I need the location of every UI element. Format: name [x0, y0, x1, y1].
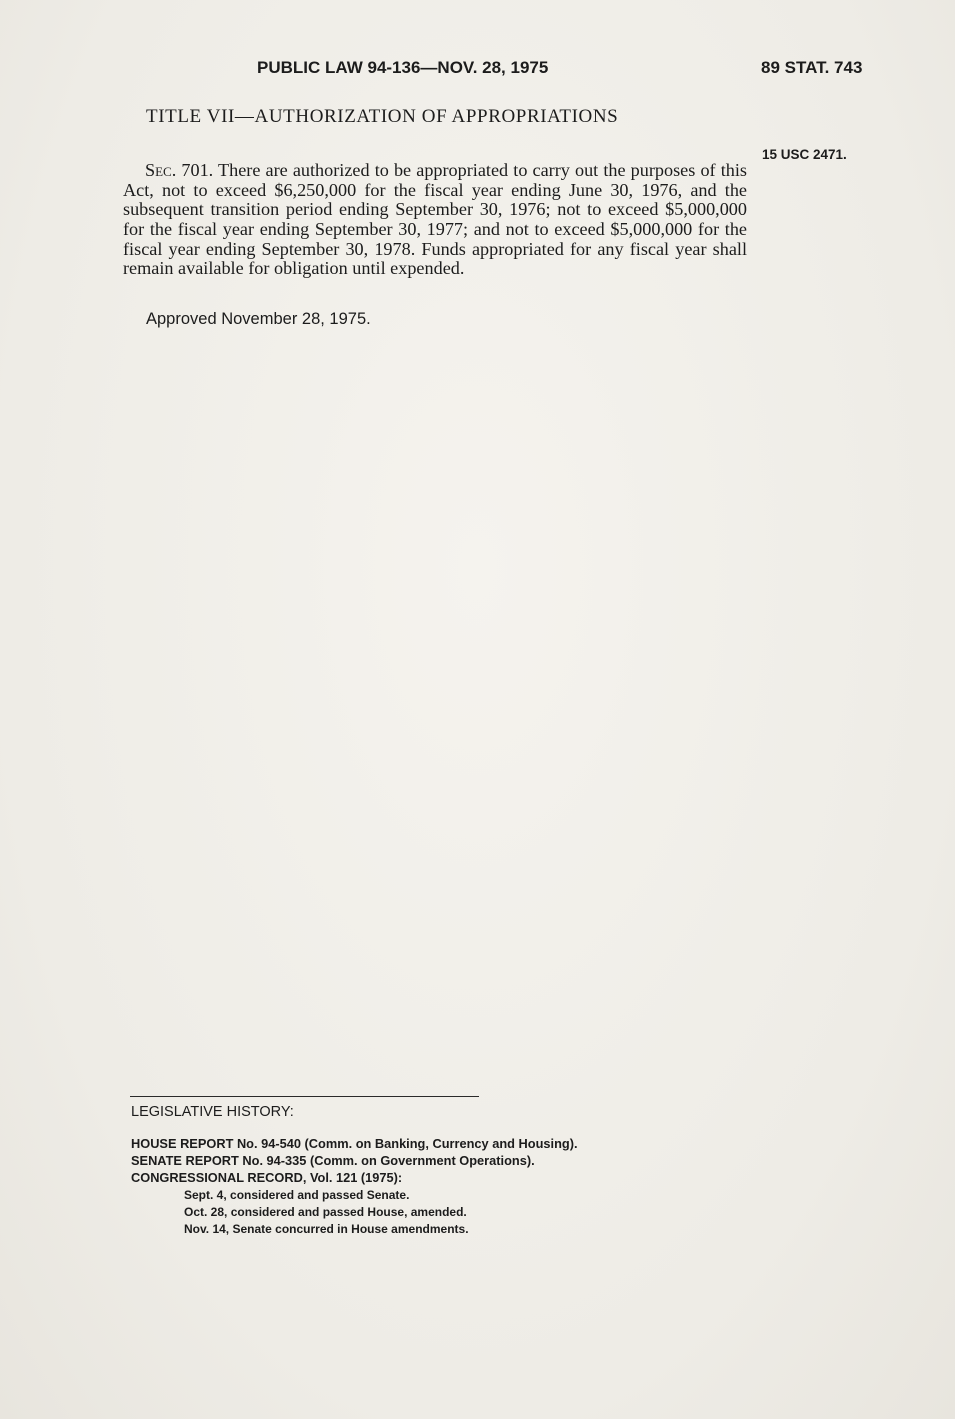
house-report: HOUSE REPORT No. 94-540 (Comm. on Banking, Currency and Housing).: [131, 1136, 578, 1151]
section-label: Sec.: [145, 160, 177, 181]
record-entry: Nov. 14, Senate concurred in House amendments.: [184, 1222, 469, 1236]
running-title: PUBLIC LAW 94-136—NOV. 28, 1975: [257, 58, 549, 77]
section-body: 701. There are authorized to be appropriated to carry out the purposes of this Act, not to exceed $6,250,000 for the fiscal year ending June 30, 1976, and the subsequent transition period ending September 30, 1976; not to exceed $5,000,000 for the fiscal year ending September 30, 1977; and not to exceed $5,000,000 for the fiscal year ending September 30, 1978. Funds appropriated for any fiscal year shall remain available for obligation until expended.: [123, 160, 747, 279]
approval-date: Approved November 28, 1975.: [146, 310, 371, 328]
page-header: [0, 58, 955, 82]
statutes-page-reference: 89 STAT. 743: [761, 58, 863, 77]
title-heading: TITLE VII—AUTHORIZATION OF APPROPRIATIONS: [146, 106, 619, 127]
record-entry: Sept. 4, considered and passed Senate.: [184, 1188, 410, 1202]
congressional-record-entries: [184, 1187, 469, 1238]
congressional-record: CONGRESSIONAL RECORD, Vol. 121 (1975):: [131, 1170, 403, 1185]
legislative-history-heading: LEGISLATIVE HISTORY:: [131, 1104, 294, 1120]
record-entry: Oct. 28, considered and passed House, amended.: [184, 1205, 467, 1219]
margin-citation: 15 USC 2471.: [762, 147, 847, 162]
senate-report: SENATE REPORT No. 94-335 (Comm. on Government Operations).: [131, 1153, 535, 1168]
legislative-history-list: [131, 1135, 578, 1186]
footnote-divider: [130, 1096, 479, 1097]
section-701-text: [123, 161, 747, 279]
